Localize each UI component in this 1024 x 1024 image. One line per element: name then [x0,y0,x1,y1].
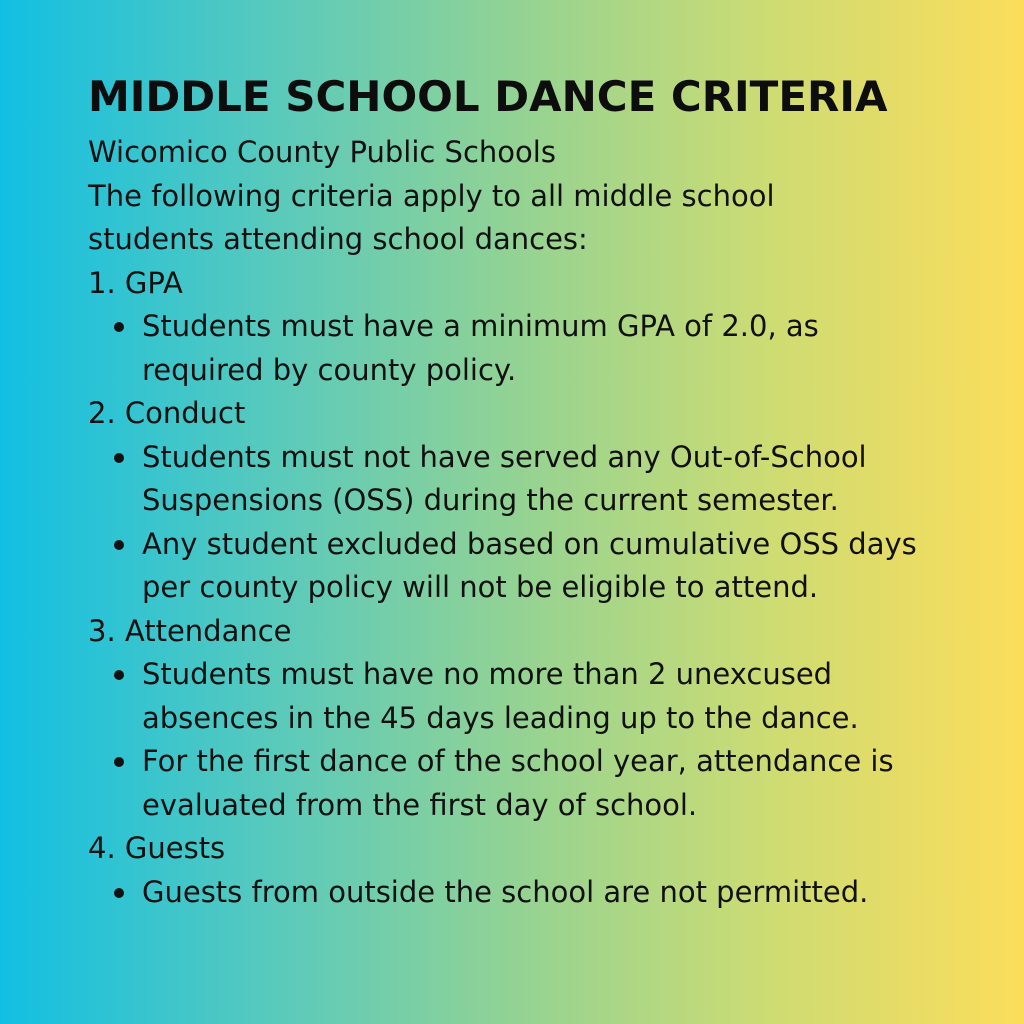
guests-heading: 4. Guests [88,831,226,865]
gpa-heading: 1. GPA [88,265,183,300]
gpa-section [88,262,954,393]
guests-section [88,827,954,914]
criteria-introduction: The following criteria apply to all middle school students attending school dances: [88,178,775,256]
attendance-section [88,610,954,828]
attendance-heading: 3. Attendance [88,613,292,648]
outside-guests-bullet: Guests from outside the school are not permitted. [88,871,922,915]
cumulative-oss-exclusion-bullet: Any student excluded based on cumulative OSS days per county policy will not be eligible to attend. [88,523,922,610]
unexcused-absences-bullet: Students must have no more than 2 unexcused absences in the 45 days leading up to the dance. [88,653,922,740]
attendance-bullet-list [88,653,954,827]
page-title: MIDDLE SCHOOL DANCE CRITERIA [88,72,888,121]
guests-bullet-list [88,871,954,915]
oss-current-semester-bullet: Students must not have served any Out-of-School Suspensions (OSS) during the current semester. [88,436,922,523]
gpa-minimum-bullet: Students must have a minimum GPA of 2.0, as required by county policy. [88,305,922,392]
gpa-bullet-list [88,305,954,392]
conduct-heading: 2. Conduct [88,396,246,430]
conduct-section [88,392,954,610]
conduct-bullet-list [88,436,954,610]
first-dance-attendance-bullet: For the first dance of the school year, attendance is evaluated from the first day of school. [88,740,922,827]
school-district-subtitle: Wicomico County Public Schools [88,135,556,169]
